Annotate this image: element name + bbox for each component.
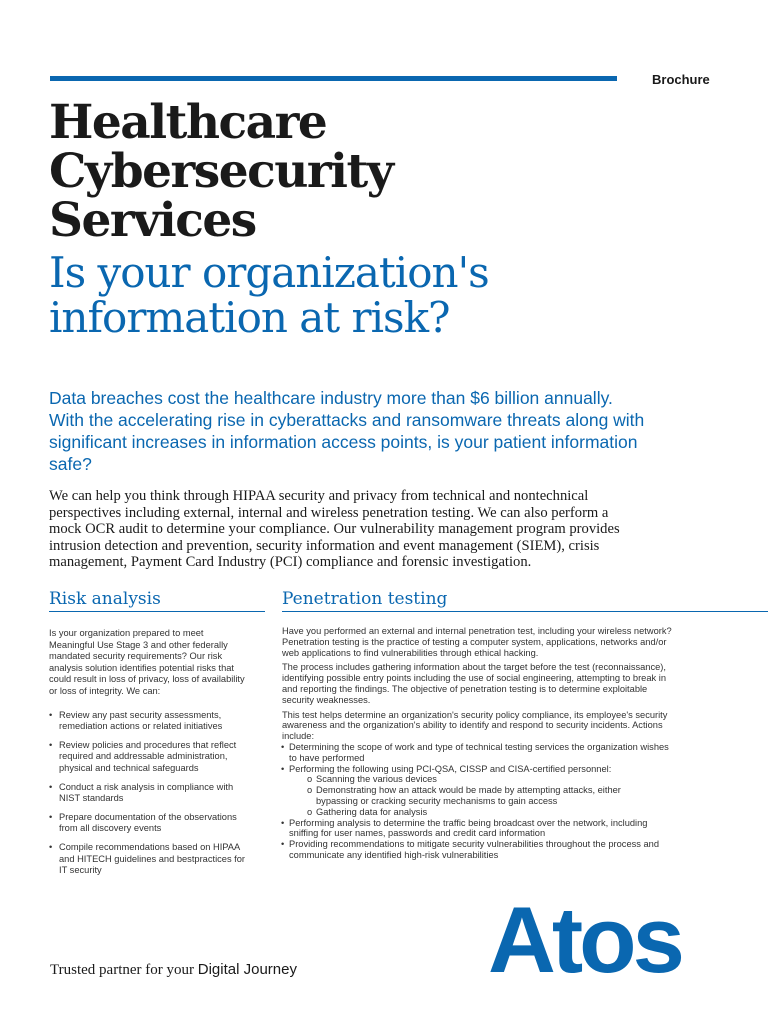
list-item-line: from all discovery events: [59, 823, 162, 834]
penetration-testing-rule: [282, 611, 768, 612]
risk-analysis-rule: [49, 611, 265, 612]
atos-logo: [488, 898, 728, 980]
intro-line: safe?: [49, 454, 92, 474]
penetration-testing-heading: Penetration testing: [282, 589, 448, 609]
pen-line: awareness and the organization's ability to identify and respond to security incidents. Actions: [282, 720, 663, 731]
list-item-line: o Demonstrating how an attack would be made by attempting attacks, either: [316, 785, 621, 796]
risk-intro-line: mandated security requirements? Our risk: [49, 651, 223, 662]
body-line: management, Payment Card Industry (PCI) compliance and forensic investigation.: [49, 554, 532, 570]
risk-intro-line: analysis solution identifies potential risks that: [49, 662, 235, 673]
risk-intro-line: or loss of integrity. We can:: [49, 685, 161, 696]
tagline-prefix: Trusted partner for your: [50, 962, 195, 978]
list-item-line: • Compile recommendations based on HIPAA: [59, 841, 241, 852]
title-line: Healthcare: [49, 95, 327, 150]
body-line: We can help you think through HIPAA security and privacy from technical and nontechnical: [49, 488, 589, 504]
body-line: intrusion detection and prevention, security information and event management (SIEM), crisis: [49, 537, 600, 554]
risk-intro-line: could result in loss of privacy, loss of availability: [49, 674, 245, 685]
list-item-line: • Performing the following using PCI-QSA, CISSP and CISA-certified personnel:: [289, 763, 612, 774]
list-item-line: NIST standards: [59, 793, 124, 804]
risk-analysis-heading: Risk analysis: [49, 589, 161, 609]
list-item-line: to have performed: [289, 752, 365, 763]
penetration-testing-column: [282, 626, 742, 861]
pen-line: Penetration testing is the practice of testing a computer system, applications, networks and/or: [282, 636, 667, 647]
list-item-line: • Conduct a risk analysis in compliance with: [59, 781, 234, 792]
list-item: [49, 842, 274, 877]
list-item: [282, 764, 742, 775]
pen-line: Have you performed an external and internal penetration test, including your wireless network?: [282, 626, 672, 636]
body-line: perspectives including external, internal and wireless penetration testing. We can also perform a: [49, 504, 609, 521]
pen-paragraph: [282, 662, 742, 705]
pen-line: include:: [282, 731, 315, 742]
list-item: [282, 818, 742, 840]
header-rule: [50, 76, 617, 81]
pen-line: identifying possible entry points including the use of social engineering, attempting to break in: [282, 673, 666, 684]
list-item: [49, 812, 274, 835]
list-item-line: • Determining the scope of work and type of technical testing services the organization wishes: [289, 741, 669, 752]
list-item-line: required and addressable administration,: [59, 751, 228, 762]
list-item-line: • Review policies and procedures that reflect: [59, 739, 237, 750]
intro-line: significant increases in information access points, is your patient information: [49, 432, 638, 452]
page-title: [49, 95, 393, 248]
body-paragraph: [49, 488, 749, 571]
tagline: [50, 961, 297, 979]
risk-analysis-column: [49, 628, 274, 877]
body-line: mock OCR audit to determine your compliance. Our vulnerability management program provides: [49, 521, 620, 537]
subtitle-line: Is your organization's: [49, 248, 489, 297]
list-item-line: and HITECH guidelines and bestpractices for: [59, 853, 246, 864]
list-item-line: communicate any identified high-risk vulnerabilities: [289, 849, 499, 860]
risk-intro-line: Meaningful Use Stage 3 and other federally: [49, 639, 228, 650]
title-line: Services: [49, 193, 256, 248]
pen-line: This test helps determine an organization's security policy compliance, its employee's security: [282, 709, 668, 720]
list-item: [49, 782, 274, 805]
list-item-line: • Prepare documentation of the observations: [59, 811, 237, 822]
intro-line: Data breaches cost the healthcare industry more than $6 billion annually.: [49, 388, 613, 408]
pen-line: security weaknesses.: [282, 694, 371, 705]
tagline-emphasis: Digital Journey: [197, 961, 297, 978]
risk-intro: [49, 628, 274, 698]
page-subtitle: [49, 250, 489, 340]
list-item-line: IT security: [59, 865, 102, 876]
list-item-line: remediation actions or related initiatives: [59, 721, 223, 732]
pen-line: The process includes gathering information about the target before the test (reconnaissance),: [282, 662, 666, 673]
title-line: Cybersecurity: [49, 144, 393, 199]
list-item-line: • Providing recommendations to mitigate security vulnerabilities throughout the process and: [289, 839, 660, 850]
list-item: [49, 740, 274, 775]
sub-list-item: [282, 774, 742, 785]
sub-list-item: [282, 807, 742, 818]
list-item-line: • Performing analysis to determine the traffic being broadcast over the network, including: [289, 817, 648, 828]
list-item-line: o Gathering data for analysis: [316, 806, 428, 817]
sub-list-item: [282, 785, 742, 807]
pen-paragraph: [282, 710, 742, 742]
list-item-line: • Review any past security assessments,: [59, 709, 222, 720]
logo-text: Atos: [488, 898, 681, 980]
intro-paragraph: [49, 387, 739, 475]
subtitle-line: information at risk?: [49, 293, 450, 342]
pen-line: and reporting the findings. The objective of penetration testing is to determine exploitable: [282, 683, 648, 694]
document-type-label: Brochure: [652, 72, 710, 87]
list-item-line: o Scanning the various devices: [316, 774, 437, 785]
risk-intro-line: Is your organization prepared to meet: [49, 628, 204, 638]
list-item: [282, 839, 742, 861]
list-item-line: physical and technical safeguards: [59, 762, 199, 773]
list-item-line: bypassing or cracking security mechanisms to gain access: [316, 795, 558, 806]
pen-line: web applications to find vulnerabilities through ethical hacking.: [282, 647, 539, 658]
intro-line: With the accelerating rise in cyberattacks and ransomware threats along with: [49, 410, 645, 430]
pen-paragraph: [282, 626, 742, 658]
list-item: [49, 710, 274, 733]
list-item: [282, 742, 742, 764]
list-item-line: sniffing for user names, passwords and credit card information: [289, 828, 546, 839]
